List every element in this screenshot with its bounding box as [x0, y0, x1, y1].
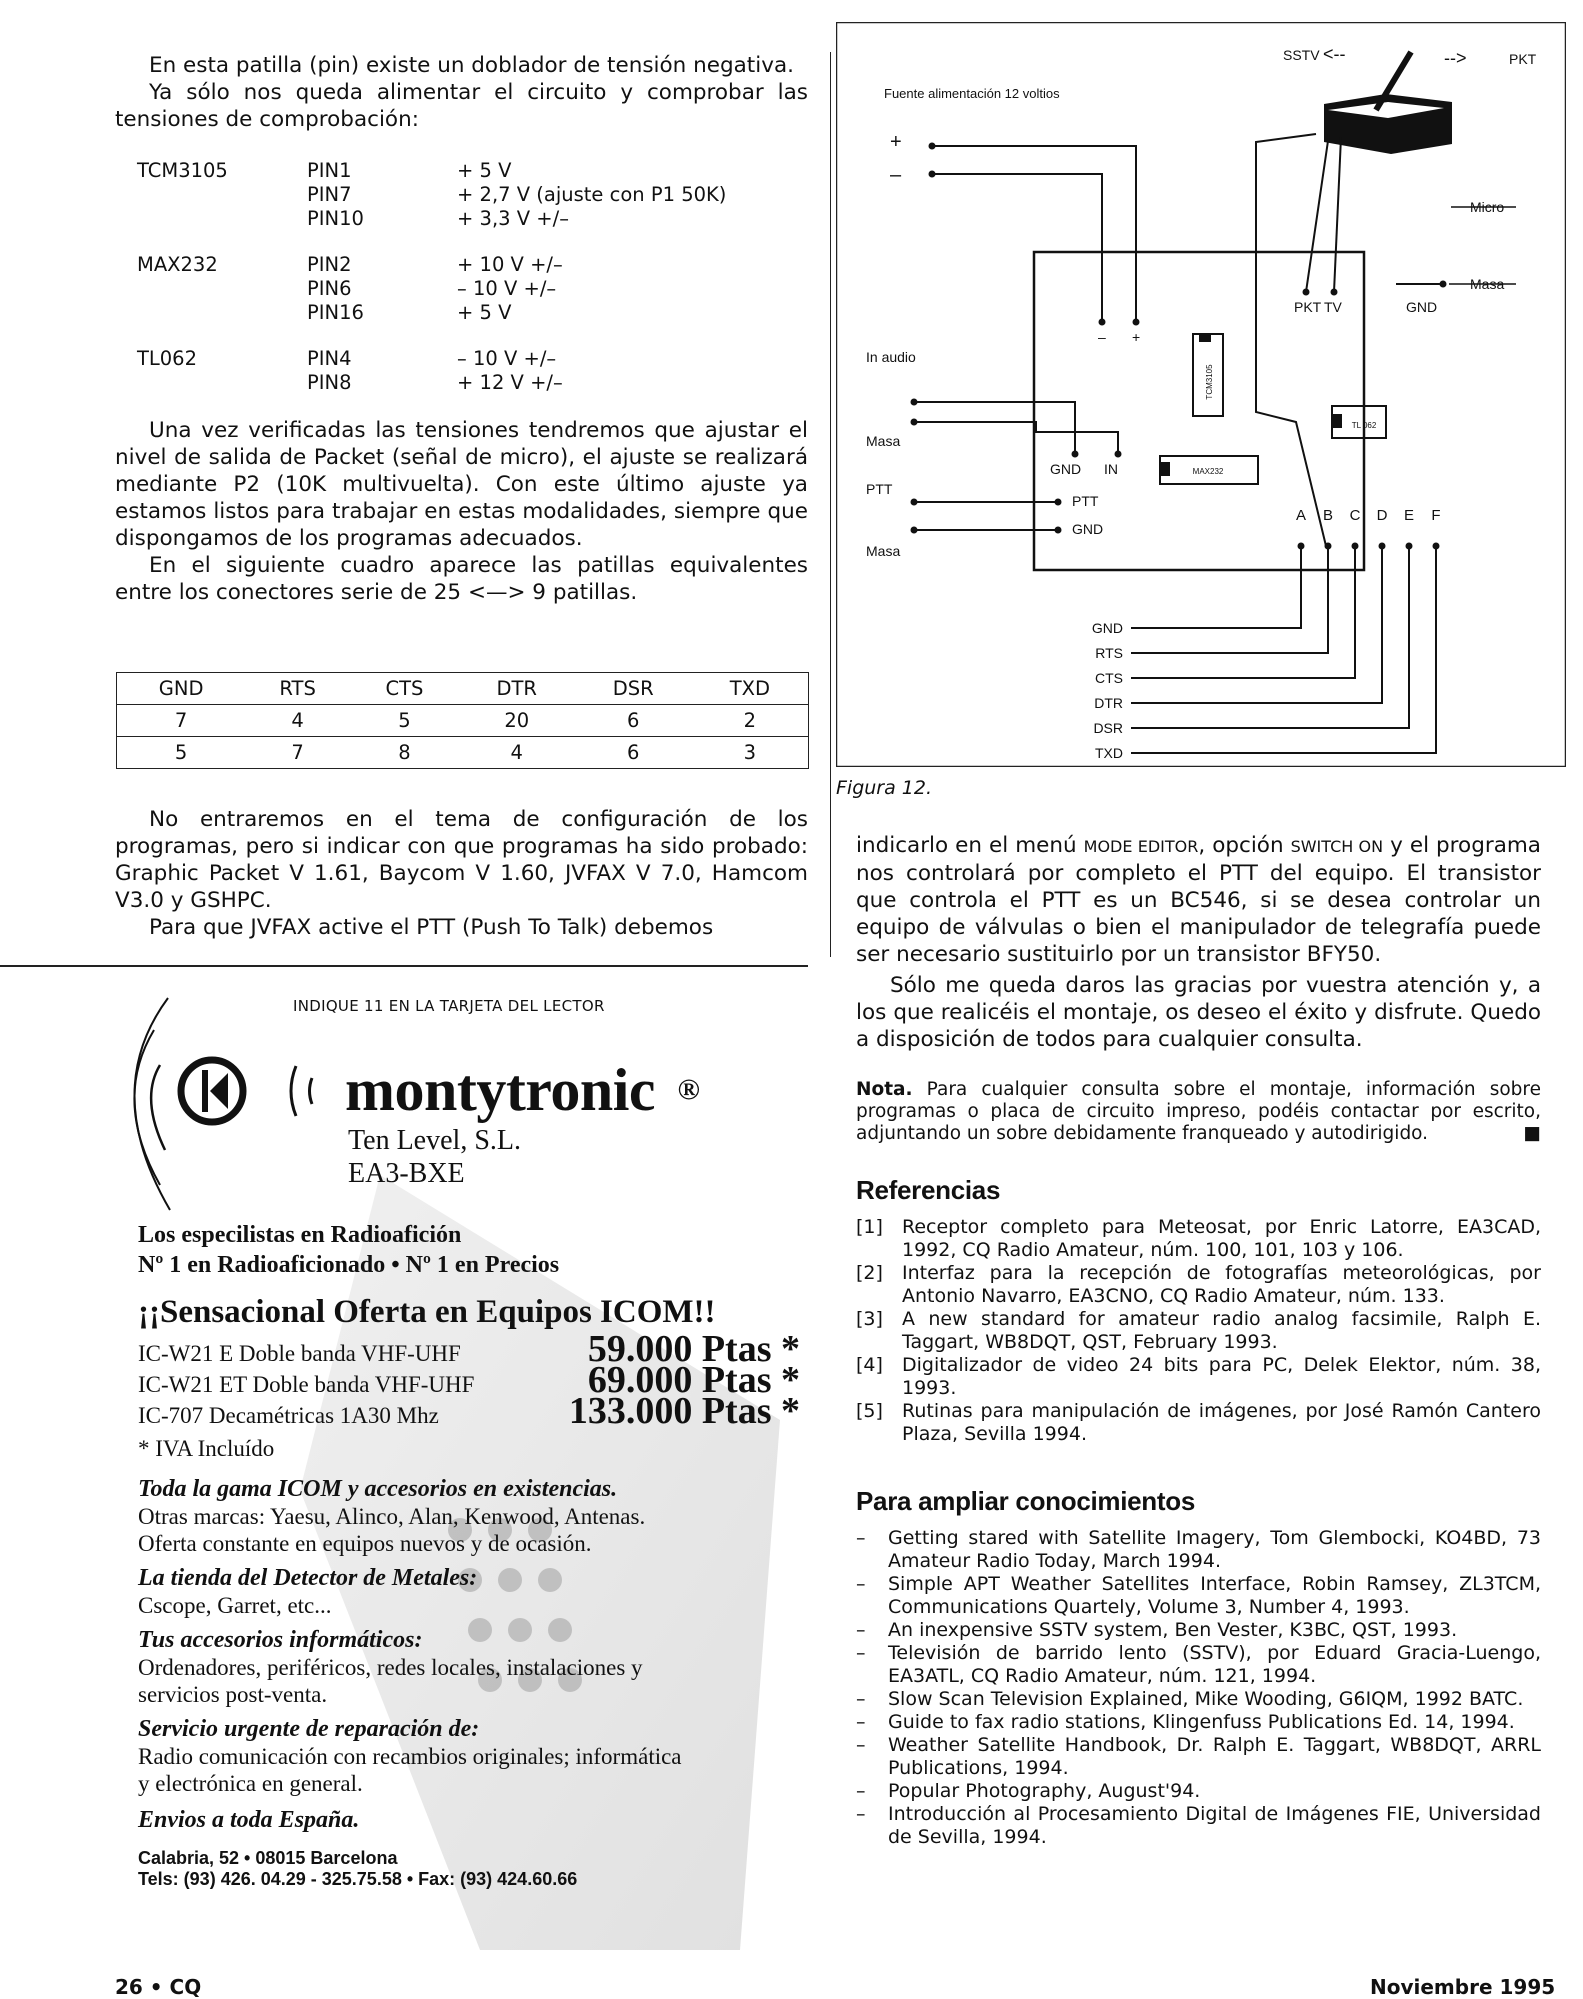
advertisement [0, 970, 820, 1960]
section-line: Ordenadores, periféricos, redes locales, instalaciones y [138, 1655, 643, 1680]
in-audio-wire [914, 422, 1118, 454]
bullet-dash: – [856, 1527, 866, 1549]
connection-dot [1072, 451, 1079, 458]
tl062-label: TL 062 [1351, 421, 1377, 430]
pin-row [137, 207, 808, 231]
connection-dot [1115, 451, 1122, 458]
paragraph [856, 832, 1541, 968]
serial-wire [1131, 546, 1436, 753]
text: y el programa nos controlará por completo el PTT del equipo. El transistor que controla el PTT es un BC546, si se desea controlar un equipo de válvulas o bien el manipulador de telegrafía puede ser necesario sustituirlo por un transistor BFY50. [856, 833, 1541, 967]
serial-pin-label: TXD [1095, 745, 1123, 761]
serial-wire [1131, 546, 1355, 678]
iva-note: * IVA Incluído [138, 1436, 275, 1461]
references-heading: Referencias [856, 1175, 1001, 1205]
chip-name [137, 183, 307, 207]
figure-caption: Figura 12. [836, 777, 933, 799]
table-cell: 4 [245, 705, 350, 737]
offer-price: 69.000 Ptas * [587, 1359, 800, 1401]
arrow-left-label: <-- [1323, 44, 1346, 64]
serial-wire [1131, 546, 1301, 628]
pin-letter: B [1322, 507, 1334, 524]
reader-card-note: INDIQUE 11 EN LA TARJETA DEL LECTOR [293, 997, 605, 1015]
bullet-dash: – [856, 1780, 866, 1802]
section-line: servicios post-venta. [138, 1682, 328, 1707]
table-row [117, 737, 809, 769]
bibliography-text: Popular Photography, August'94. [888, 1780, 1201, 1802]
pin-letter: C [1349, 507, 1361, 524]
gnd-in-label: GND [1050, 461, 1082, 477]
table-cell: 20 [459, 705, 575, 737]
phones: Tels: (93) 426. 04.29 - 325.75.58 • Fax: (93) 424.60.66 [138, 1869, 578, 1889]
pin-row [137, 159, 808, 183]
ptt-pin-label: PTT [1072, 493, 1099, 509]
masa-label: Masa [1470, 276, 1505, 292]
pin-group [137, 253, 808, 325]
gnd-audio-wire [914, 402, 1075, 454]
left-column [115, 52, 808, 606]
bibliography-list [856, 1527, 1541, 1849]
reference-number: [3] [856, 1308, 883, 1330]
reference-item [856, 1262, 1541, 1308]
minus-wire [932, 174, 1102, 322]
paragraph: Una vez verificadas las tensiones tendremos que ajustar el nivel de salida de Packet (señal de micro), el ajuste se realizará mediante P2 (10K multivuelta). Con este último ajuste ya estamos listos para trabajar en estas modalidades, siempre que dispongamos de los programas adecuados. [115, 418, 808, 551]
pin-voltage: + 5 V [457, 301, 512, 324]
ad-divider [0, 965, 808, 967]
right-column [856, 832, 1541, 1849]
bibliography-item [856, 1573, 1541, 1619]
section-line: Otras marcas: Yaesu, Alinco, Alan, Kenwood, Antenas. [138, 1504, 646, 1529]
tagline: Los especilistas en Radioafición [138, 1222, 462, 1248]
arrow-right-label: --> [1444, 48, 1467, 68]
pin-voltage: – 10 V +/– [457, 347, 557, 370]
issue-date: Noviembre 1995 [1370, 1975, 1556, 1999]
pin-number: PIN6 [307, 277, 352, 300]
bibliography-item [856, 1642, 1541, 1688]
bibliography-item [856, 1688, 1541, 1711]
serial-pin-label: CTS [1095, 670, 1123, 686]
brand-name: montytronic [345, 1057, 656, 1123]
bibliography-text: Televisión de barrido lento (SSTV), por Eduard Gracia-Luengo, EA3ATL, CQ Radio Amateur, núm. 121, 1994. [888, 1642, 1541, 1687]
offer-list [138, 1328, 800, 1432]
table-header-cell: TXD [692, 673, 809, 705]
pin-letter: D [1376, 507, 1388, 524]
reference-item [856, 1400, 1541, 1446]
menu-name: MODE EDITOR [1083, 837, 1199, 856]
table-header-cell: RTS [245, 673, 350, 705]
chip-name: TL062 [137, 347, 197, 370]
paragraph: En el siguiente cuadro aparece las patillas equivalentes entre los conectores serie de 25 <—> 9 patillas. [115, 553, 808, 605]
tagline: Nº 1 en Radioaficionado • Nº 1 en Precios [138, 1252, 560, 1278]
bibliography-text: Weather Satellite Handbook, Dr. Ralph E. Taggart, WB8DQT, ARRL Publications, 1994. [888, 1734, 1541, 1779]
pin-group [137, 347, 808, 395]
pin-number: PIN2 [307, 253, 352, 276]
pin-row [137, 347, 808, 371]
bibliography-item [856, 1734, 1541, 1780]
chip-name [137, 301, 307, 325]
section-line: Radio comunicación con recambios originales; informática [138, 1744, 682, 1769]
minus-pin-label: – [1098, 329, 1106, 345]
brand-logo [345, 1057, 700, 1123]
sstv-label: SSTV [1283, 47, 1320, 63]
serial-pin-label: DSR [1093, 720, 1123, 736]
note [856, 1079, 1541, 1145]
bullet-dash: – [856, 1803, 866, 1825]
bullet-dash: – [856, 1688, 866, 1710]
bibliography-text: Slow Scan Television Explained, Mike Wooding, G6IQM, 1992 BATC. [888, 1688, 1524, 1710]
offer-model: IC-707 Decamétricas 1A30 Mhz [138, 1403, 439, 1428]
chip-name [137, 371, 307, 395]
callsign: EA3-BXE [348, 1158, 465, 1189]
sstv-wire [1256, 134, 1326, 546]
in-label: IN [1104, 461, 1118, 477]
pin-row [137, 183, 808, 207]
table-header-cell: GND [117, 673, 246, 705]
power-supply-label: Fuente alimentación 12 voltios [884, 86, 1060, 101]
plus-pin-label: + [1132, 329, 1141, 345]
reference-text: Interfaz para la recepción de fotografías meteorológicas, por Antonio Navarro, EA3CNO, CQ Radio Amateur, núm. 133. [902, 1262, 1541, 1307]
bullet-dash: – [856, 1619, 866, 1641]
bibliography-text: Guide to fax radio stations, Klingenfuss Publications Ed. 14, 1994. [888, 1711, 1515, 1733]
bibliography-text: Getting stared with Satellite Imagery, Tom Glembocki, KO4BD, 73 Amateur Radio Today, March 1994. [888, 1527, 1541, 1572]
text: indicarlo en el menú [856, 833, 1084, 858]
paragraph: Para que JVFAX active el PTT (Push To Talk) debemos [149, 915, 714, 940]
serial-wire [1131, 546, 1409, 728]
chip-name [137, 277, 307, 301]
chip-name: TCM3105 [137, 159, 228, 182]
reference-item [856, 1354, 1541, 1400]
reference-text: Rutinas para manipulación de imágenes, por José Ramón Cantero Plaza, Sevilla 1994. [902, 1400, 1541, 1445]
pin-letter: A [1295, 507, 1307, 524]
connection-dot [1331, 289, 1338, 296]
in-audio-label: In audio [866, 349, 916, 365]
table-header-cell: CTS [350, 673, 459, 705]
bibliography-text: Simple APT Weather Satellites Interface, Robin Ramsey, ZL3TCM, Communications Quartely, Volume 3, Number 4, 1993. [888, 1573, 1541, 1618]
ad-section [138, 1716, 800, 1797]
pin-voltage: + 5 V [457, 159, 512, 182]
pin-number: PIN4 [307, 347, 352, 370]
pin-number: PIN16 [307, 301, 364, 324]
section-line: Cscope, Garret, etc... [138, 1593, 332, 1618]
pin-row [137, 253, 808, 277]
bibliography-item [856, 1619, 1541, 1642]
reference-text: Digitalizador de video 24 bits para PC, Delek Elektor, núm. 38, 1993. [902, 1354, 1541, 1399]
masa-label: Masa [866, 543, 901, 559]
pin-number: PIN7 [307, 183, 352, 206]
bullet-dash: – [856, 1711, 866, 1733]
ad-section [138, 1627, 800, 1708]
reference-item [856, 1216, 1541, 1262]
max232-label: MAX232 [1192, 467, 1224, 476]
table-cell: 7 [245, 737, 350, 769]
table-cell: 6 [575, 737, 692, 769]
chip-name [137, 207, 307, 231]
option-name: SWITCH ON [1290, 837, 1384, 856]
bibliography-item [856, 1780, 1541, 1803]
offer-model: IC-W21 E Doble banda VHF-UHF [138, 1341, 461, 1366]
reference-number: [1] [856, 1216, 883, 1238]
connection-dot [1133, 319, 1140, 326]
bibliography-text: An inexpensive SSTV system, Ben Vester, K3BC, QST, 1993. [888, 1619, 1458, 1641]
reference-number: [2] [856, 1262, 883, 1284]
address: Calabria, 52 • 08015 Barcelona [138, 1848, 398, 1868]
pin-row [137, 277, 808, 301]
ptt-label: PTT [866, 481, 893, 497]
paragraph: En esta patilla (pin) existe un doblador de tensión negativa. [149, 53, 794, 78]
pin-number: PIN1 [307, 159, 352, 182]
circuit-figure [836, 22, 1566, 767]
connection-dot [1099, 319, 1106, 326]
bullet-dash: – [856, 1642, 866, 1664]
ad-section [138, 1476, 800, 1557]
reference-text: A new standard for amateur radio analog facsimile, Ralph E. Taggart, WB8DQT, QST, February 1993. [902, 1308, 1541, 1353]
table-header-cell: DTR [459, 673, 575, 705]
paragraph: No entraremos en el tema de configuración de los programas, pero si indicar con que programas ha sido probado: Graphic Packet V 1.61, Baycom V 1.60, JVFAX V 7.0, Hamcom V3.0 y GSHPC. [115, 807, 808, 913]
section-title: Servicio urgente de reparación de: [138, 1716, 480, 1742]
reference-number: [4] [856, 1354, 883, 1376]
table-header-row [117, 673, 809, 705]
section-title: Tus accesorios informáticos: [138, 1627, 423, 1653]
table-header-cell: DSR [575, 673, 692, 705]
bullet-dash: – [856, 1734, 866, 1756]
serial-pin-label: GND [1091, 620, 1123, 636]
pin-letter: E [1403, 507, 1415, 524]
table-cell: 5 [117, 737, 246, 769]
serial-pin-label: DTR [1094, 695, 1123, 711]
bibliography-item [856, 1527, 1541, 1573]
left-column-continued [115, 806, 808, 941]
pin-voltage: + 2,7 V (ajuste con P1 50K) [457, 183, 727, 206]
table-cell: 8 [350, 737, 459, 769]
bibliography-item [856, 1711, 1541, 1734]
section-title: La tienda del Detector de Metales: [138, 1565, 478, 1591]
company-name: Ten Level, S.L. [348, 1125, 521, 1156]
gnd-pin-label: GND [1406, 299, 1438, 315]
section-line: Oferta constante en equipos nuevos y de ocasión. [138, 1531, 592, 1556]
note-text: Para cualquier consulta sobre el montaje, información sobre programas o placa de circuito impreso, podéis contactar por escrito, adjuntando un sobre debidamente franqueado y autodirigido. [856, 1079, 1541, 1144]
gnd-ptt-label: GND [1072, 521, 1104, 537]
pin-row [137, 371, 808, 395]
page-number: 26 • CQ [115, 1975, 202, 1999]
serial-pin-label: RTS [1095, 645, 1123, 661]
offer-price: 59.000 Ptas * [587, 1328, 800, 1370]
ad-body [138, 1220, 800, 1890]
pin-number: PIN10 [307, 207, 364, 230]
pin-row [137, 301, 808, 325]
section-title: Envios a toda España. [138, 1807, 360, 1833]
reference-item [856, 1308, 1541, 1354]
section-line: y electrónica en general. [138, 1771, 363, 1796]
further-reading-heading: Para ampliar conocimientos [856, 1486, 1195, 1516]
serial-wire [1131, 546, 1328, 653]
bibliography-text: Introducción al Procesamiento Digital de Imágenes FIE, Universidad de Sevilla, 1994. [888, 1803, 1541, 1848]
paragraph: Ya sólo nos queda alimentar el circuito y comprobar las tensiones de comprobación: [115, 80, 808, 132]
connection-dot [1055, 499, 1062, 506]
paragraph: Sólo me queda daros las gracias por vuestra atención y, a los que realicéis el montaje, os deseo el éxito y disfrute. Quedo a disposición de todos para cualquier consulta. [856, 973, 1541, 1052]
note-label: Nota. [856, 1079, 913, 1100]
tv-wire [1334, 137, 1341, 292]
reference-text: Receptor completo para Meteosat, por Enric Latorre, EA3CAD, 1992, CQ Radio Amateur, núm. 100, 101, 103 y 106. [902, 1216, 1541, 1261]
tv-pin-label: TV [1324, 299, 1342, 315]
table-cell: 4 [459, 737, 575, 769]
figure-frame [837, 23, 1566, 767]
offer-model: IC-W21 ET Doble banda VHF-UHF [138, 1372, 475, 1397]
connection-dot [1055, 527, 1062, 534]
minus-label: – [890, 164, 902, 186]
end-mark-icon: ■ [1523, 1123, 1541, 1144]
pin-voltage: + 10 V +/– [457, 253, 563, 276]
offer-title: ¡¡Sensacional Oferta en Equipos ICOM!! [138, 1294, 716, 1330]
offer-price: 133.000 Ptas * [568, 1390, 800, 1432]
pin-voltage: + 3,3 V +/– [457, 207, 569, 230]
pin-group [137, 159, 808, 231]
bibliography-item [856, 1803, 1541, 1849]
table-cell: 7 [117, 705, 246, 737]
table-cell: 3 [692, 737, 809, 769]
micro-label: Micro [1470, 199, 1505, 215]
pin-number: PIN8 [307, 371, 352, 394]
table-row [117, 705, 809, 737]
pin-voltage-list [137, 159, 808, 395]
pin-letter: F [1431, 507, 1441, 524]
connection-dot [1303, 289, 1310, 296]
reference-number: [5] [856, 1400, 883, 1422]
pkt-wire [1306, 134, 1329, 292]
bullet-dash: – [856, 1573, 866, 1595]
reference-list [856, 1216, 1541, 1446]
pin-voltage: – 10 V +/– [457, 277, 557, 300]
registered-mark: ® [677, 1073, 700, 1106]
pin-voltage: + 12 V +/– [457, 371, 563, 394]
pkt-pin-label: PKT [1294, 299, 1322, 315]
section-title: Toda la gama ICOM y accesorios en existencias. [138, 1476, 618, 1502]
column-divider [830, 52, 831, 957]
plus-label: + [890, 131, 902, 153]
table-cell: 5 [350, 705, 459, 737]
masa-label: Masa [866, 433, 901, 449]
ad-section [138, 1565, 800, 1619]
table-cell: 6 [575, 705, 692, 737]
chip-name: MAX232 [137, 253, 218, 276]
tcm3105-label: TCM3105 [1205, 364, 1214, 400]
table-cell: 2 [692, 705, 809, 737]
connector-table [116, 672, 809, 769]
offer-line [138, 1390, 800, 1432]
text: , opción [1198, 833, 1291, 858]
pkt-label: PKT [1509, 51, 1537, 67]
